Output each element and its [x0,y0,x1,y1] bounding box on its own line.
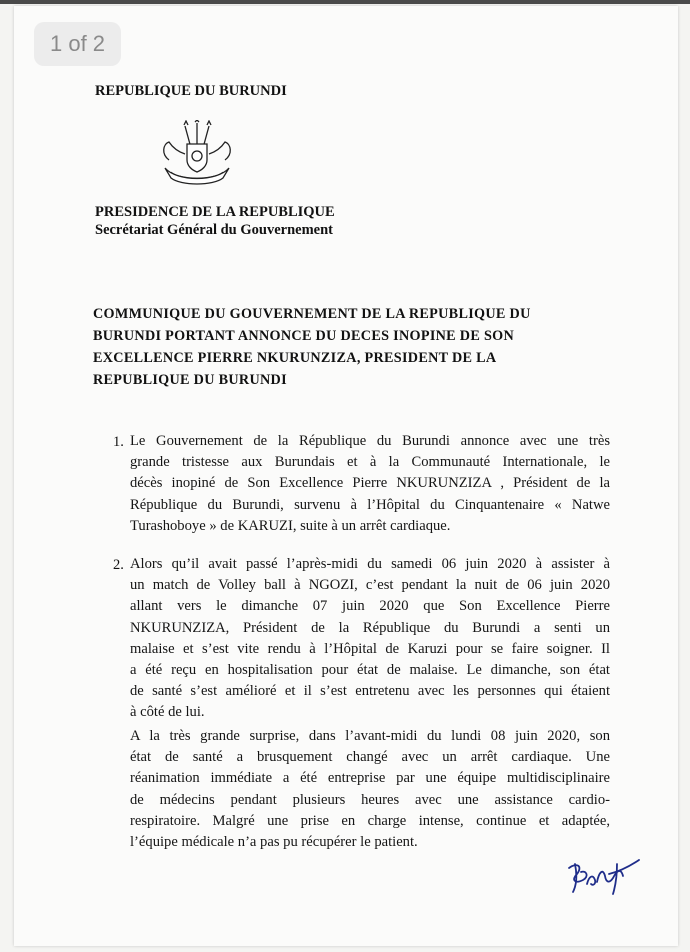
secretariat-heading: Secrétariat Général du Gouvernement [95,222,333,238]
paragraph-line: l’équipe médicale n’a pas pu récupérer le patient. [130,834,418,851]
presidence-heading: PRESIDENCE DE LA REPUBLIQUE [95,204,335,220]
paragraph-line: à côté de lui. [130,704,205,721]
title-line: REPUBLIQUE DU BURUNDI [93,372,287,388]
paragraph-line: Le Gouvernement de la République du Burundi annonce avec une très [130,433,610,449]
paragraph-2b [130,726,610,853]
paragraph-line: grande tristesse aux Burundais et à la Communauté Internationale, le [130,454,610,471]
viewer-top-border [0,0,690,4]
paragraph-line: réanimation immédiate a été entreprise par une équipe multidisciplinaire [130,770,610,787]
paragraph-line: a été reçu en hospitalisation pour état de malaise. Le dimanche, son état [130,662,610,679]
paragraph-line: A la très grande surprise, dans l’avant-midi du lundi 08 juin 2020, son [130,728,610,744]
title-line: BURUNDI PORTANT ANNONCE DU DECES INOPINE DE SON [93,328,515,344]
paragraph-line: NKURUNZIZA, Président de la République du Burundi a senti un [130,619,610,636]
title-line: EXCELLENCE PIERRE NKURUNZIZA, PRESIDENT DE LA [93,350,497,366]
paragraph-line: décès inopiné de Son Excellence Pierre NKURUNZIZA , Président de la [130,475,610,492]
title-line: COMMUNIQUE DU GOUVERNEMENT DE LA REPUBLIQUE DU [93,306,531,322]
paragraph-line: respiratoire. Malgré une prise en charge intense, continue et adaptée, [130,812,610,829]
burundi-coat-of-arms-icon [155,120,239,190]
item-number: 2. [113,557,124,573]
paragraph-1 [130,431,610,537]
paragraph-line: état de santé a brusquement changé avec un arrêt cardiaque. Une [130,749,610,766]
paragraph-line: malaise et s’est vite rendu à l’Hôpital de Karuzi pour se faire soigner. Il [130,640,610,657]
handwritten-signature-icon [565,856,645,896]
paragraph-line: Alors qu’il avait passé l’après-midi du samedi 06 juin 2020 à assister à [130,556,610,572]
paragraph-line: Turashoboye » de KARUZI, suite à un arrêt cardiaque. [130,517,451,534]
paragraph-line: de santé s’est amélioré et il s’est entretenu avec les personnes qui étaient [130,683,610,700]
item-number: 1. [113,434,124,450]
paragraph-line: de médecins pendant plusieurs heures avec une assistance cardio- [130,791,610,808]
republic-heading: REPUBLIQUE DU BURUNDI [95,83,287,99]
paragraph-line: République du Burundi, survenu à l’Hôpital du Cinquantenaire « Natwe [130,496,610,513]
communique-title [93,303,613,391]
paragraph-line: allant vers le dimanche 07 juin 2020 que Son Excellence Pierre [130,598,610,615]
paragraph-line: un match de Volley ball à NGOZI, c’est pendant la nuit de 06 juin 2020 [130,577,610,594]
paragraph-2 [130,554,610,724]
page-indicator: 1 of 2 [34,22,121,66]
